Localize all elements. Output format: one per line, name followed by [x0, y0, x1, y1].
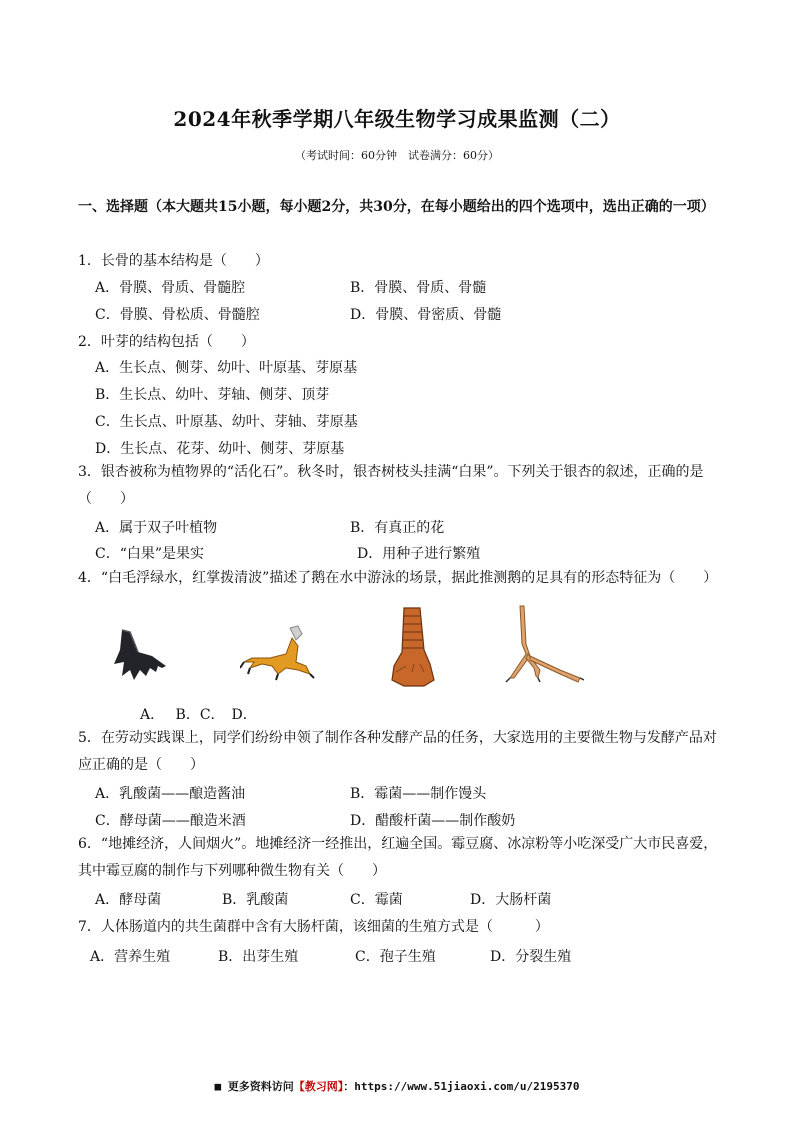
footer-link[interactable]	[0, 1078, 794, 1094]
page-title: 2024年秋季学期八年级生物学习成果监测（二）	[173, 107, 621, 131]
raptor-claw-image[interactable]	[240, 622, 326, 684]
question-7-option-a[interactable]: A．营养生殖	[90, 949, 171, 965]
question-5-option-c[interactable]: C．酵母菌——酿造米酒	[95, 813, 246, 829]
question-7-option-c[interactable]: C．孢子生殖	[355, 949, 436, 965]
footer-site-name[interactable]: 【教习网】	[293, 1080, 344, 1093]
question-2-stem: 2．叶芽的结构包括（ ）	[78, 334, 255, 350]
question-3-option-b[interactable]: B．有真正的花	[350, 520, 445, 536]
question-1-option-d[interactable]: D．骨膜、骨密质、骨髓	[350, 307, 502, 323]
footer-url[interactable]: ：https://www.51jiaoxi.com/u/2195370	[343, 1080, 580, 1093]
footer-prefix: ■ 更多资料访问	[214, 1080, 294, 1093]
question-7-option-d[interactable]: D．分裂生殖	[490, 949, 572, 965]
question-6-option-b[interactable]: B．乳酸菌	[222, 892, 289, 908]
question-5-option-b[interactable]: B．霉菌——制作馒头	[350, 786, 487, 802]
question-2-option-b[interactable]: B．生长点、幼叶、芽轴、侧芽、顶芽	[95, 387, 330, 403]
bat-wing-foot-image[interactable]	[108, 622, 170, 690]
question-3-option-d[interactable]: D．用种子进行繁殖	[357, 546, 481, 562]
question-2-option-a[interactable]: A．生长点、侧芽、幼叶、叶原基、芽原基	[95, 360, 358, 376]
question-1-option-b[interactable]: B．骨膜、骨质、骨髓	[350, 280, 487, 296]
question-3-option-a[interactable]: A．属于双子叶植物	[95, 520, 218, 536]
question-3-option-c[interactable]: C．“白果”是果实	[95, 546, 205, 562]
question-4-stem: 4．“白毛浮绿水，红掌拨清波”描述了鹅在水中游泳的场景，据此推测鹅的足具有的形态特征为（ ）	[78, 570, 718, 586]
question-5-option-a[interactable]: A．乳酸菌——酿造酱油	[95, 786, 246, 802]
section-heading: 一、选择题（本大题共15小题，每小题2分，共30分，在每小题给出的四个选项中，选出正确的一项）	[78, 199, 715, 215]
question-2-option-d[interactable]: D．生长点、花芽、幼叶、侧芽、芽原基	[95, 441, 345, 457]
question-1-stem: 1．长骨的基本结构是（ ）	[78, 253, 269, 269]
question-1-option-c[interactable]: C．骨膜、骨松质、骨髓腔	[95, 307, 260, 323]
question-7-stem: 7．人体肠道内的共生菌群中含有大肠杆菌，该细菌的生殖方式是（ ）	[78, 919, 549, 935]
question-7-option-b[interactable]: B．出芽生殖	[218, 949, 299, 965]
question-5-stem: 5．在劳动实践课上，同学们纷纷申领了制作各种发酵产品的任务，大家选用的主要微生物与发酵产品对应正确的是（ ）	[78, 730, 717, 773]
question-2-option-c[interactable]: C．生长点、叶原基、幼叶、芽轴、芽原基	[95, 414, 358, 430]
wading-bird-foot-image[interactable]	[500, 604, 584, 686]
question-3-stem: 3．银杏被称为植物界的“活化石”。秋冬时，银杏树枝头挂满“白果”。下列关于银杏的叙述，正确的是（ ）	[78, 464, 704, 507]
webbed-goose-foot-image[interactable]	[384, 606, 440, 690]
question-5-option-d[interactable]: D．醋酸杆菌——制作酸奶	[350, 813, 516, 829]
question-6-option-a[interactable]: A．酵母菌	[95, 892, 162, 908]
question-6-option-d[interactable]: D．大肠杆菌	[470, 892, 552, 908]
question-6-option-c[interactable]: C．霉菌	[350, 892, 403, 908]
question-1-option-a[interactable]: A．骨膜、骨质、骨髓腔	[95, 280, 246, 296]
exam-info: （考试时间：60分钟 试卷满分：60分）	[295, 149, 499, 162]
question-4-options[interactable]: A． B．C． D．	[140, 707, 257, 723]
question-6-stem: 6．“地摊经济，人间烟火”。地摊经济一经推出，红遍全国。霉豆腐、冰凉粉等小吃深受广大市民喜爱，其中霉豆腐的制作与下列哪种微生物有关（ ）	[78, 836, 718, 879]
